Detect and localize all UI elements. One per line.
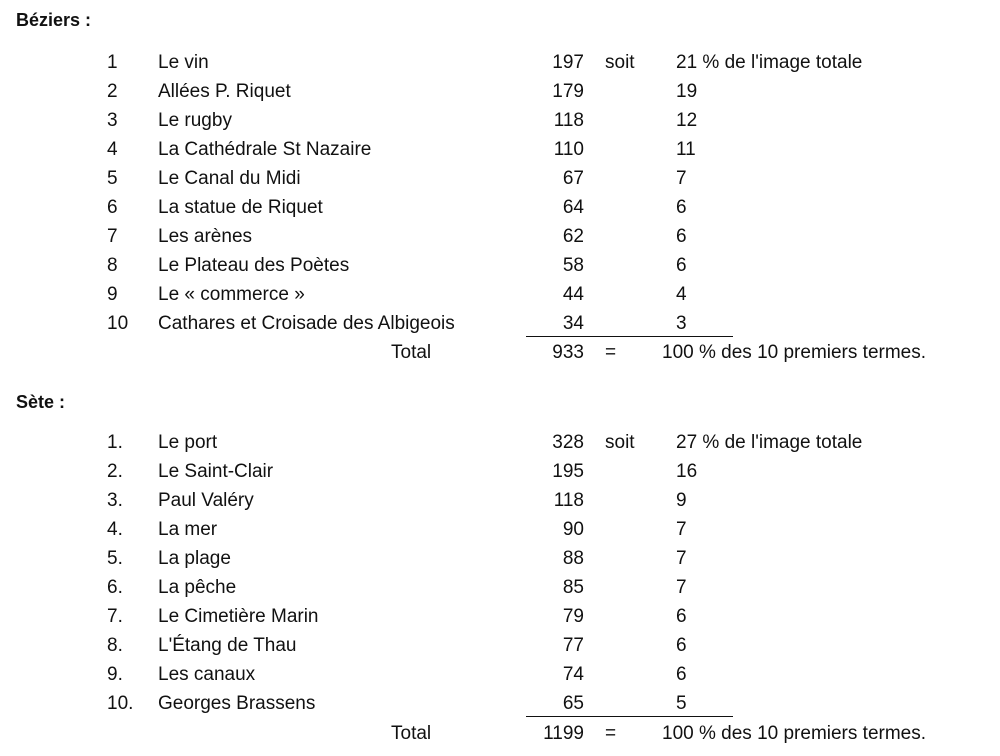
- term-label: Georges Brassens: [158, 693, 316, 714]
- term-label: Le port: [158, 432, 218, 453]
- table-row: [0, 604, 1000, 630]
- term-percent: 9: [676, 490, 687, 511]
- equals-sign: =: [605, 342, 617, 363]
- rank: 6: [107, 197, 118, 218]
- rank: 8.: [107, 635, 123, 656]
- term-label: Paul Valéry: [158, 490, 254, 511]
- table-row: [0, 195, 1000, 221]
- term-percent: 27 % de l'image totale: [676, 432, 863, 453]
- term-percent: 7: [676, 548, 687, 569]
- rank: 3: [107, 110, 118, 131]
- total-label: Total: [391, 723, 432, 744]
- section-title-beziers: Béziers :: [16, 10, 92, 30]
- total-percent: 100 % des 10 premiers termes.: [662, 342, 927, 363]
- term-percent: 6: [676, 664, 687, 685]
- total-row: [0, 721, 1000, 747]
- term-count: 118: [553, 490, 584, 511]
- table-row: [0, 662, 1000, 688]
- term-percent: 5: [676, 693, 687, 714]
- term-count: 67: [562, 168, 584, 189]
- term-percent: 6: [676, 606, 687, 627]
- rank: 6.: [107, 577, 123, 598]
- table-row: [0, 488, 1000, 514]
- section-title-sete: Sète :: [16, 392, 66, 412]
- rank: 9: [107, 284, 118, 305]
- term-count: 77: [562, 635, 584, 656]
- term-percent: 7: [676, 519, 687, 540]
- table-row: [0, 108, 1000, 134]
- rank: 2.: [107, 461, 123, 482]
- term-percent: 6: [676, 226, 687, 247]
- total-count: 1199: [543, 723, 584, 744]
- term-label: Le rugby: [158, 110, 232, 131]
- term-percent: 4: [676, 284, 687, 305]
- table-row: [0, 253, 1000, 279]
- total-percent: 100 % des 10 premiers termes.: [662, 723, 927, 744]
- table-row: [0, 575, 1000, 601]
- table-row: [0, 430, 1000, 456]
- term-percent: 11: [676, 139, 696, 160]
- term-percent: 6: [676, 255, 687, 276]
- rank: 10: [107, 313, 129, 334]
- rank: 1: [107, 52, 118, 73]
- term-percent: 7: [676, 168, 687, 189]
- term-percent: 16: [676, 461, 698, 482]
- total-row: [0, 340, 1000, 366]
- term-percent: 3: [676, 313, 687, 334]
- term-count: 85: [562, 577, 584, 598]
- table-row: [0, 633, 1000, 659]
- term-label: La mer: [158, 519, 218, 540]
- term-label: La plage: [158, 548, 231, 569]
- term-label: La Cathédrale St Nazaire: [158, 139, 372, 160]
- connector-soit: soit: [605, 432, 635, 453]
- term-count: 110: [553, 139, 584, 160]
- rank: 10.: [107, 693, 134, 714]
- term-percent: 7: [676, 577, 687, 598]
- term-label: La pêche: [158, 577, 237, 598]
- term-label: Le Saint-Clair: [158, 461, 274, 482]
- term-label: Cathares et Croisade des Albigeois: [158, 313, 455, 334]
- term-label: Les arènes: [158, 226, 253, 247]
- term-percent: 21 % de l'image totale: [676, 52, 863, 73]
- table-row: [0, 691, 1000, 717]
- rank: 5.: [107, 548, 123, 569]
- term-count: 118: [553, 110, 584, 131]
- sum-rule: [526, 716, 733, 717]
- term-label: Le vin: [158, 52, 209, 73]
- term-count: 44: [562, 284, 584, 305]
- term-count: 195: [552, 461, 584, 482]
- term-count: 328: [552, 432, 584, 453]
- term-count: 88: [562, 548, 584, 569]
- rank: 7.: [107, 606, 123, 627]
- table-row: [0, 282, 1000, 308]
- term-label: Le « commerce »: [158, 284, 305, 305]
- table-row: [0, 166, 1000, 192]
- term-percent: 12: [676, 110, 698, 131]
- term-count: 90: [562, 519, 584, 540]
- term-count: 62: [562, 226, 584, 247]
- rank: 7: [107, 226, 118, 247]
- term-count: 64: [562, 197, 584, 218]
- rank: 8: [107, 255, 118, 276]
- table-row: [0, 546, 1000, 572]
- rank: 3.: [107, 490, 123, 511]
- connector-soit: soit: [605, 52, 635, 73]
- term-count: 197: [552, 52, 584, 73]
- sum-rule: [526, 336, 733, 337]
- term-percent: 6: [676, 635, 687, 656]
- term-label: Le Plateau des Poètes: [158, 255, 350, 276]
- term-count: 65: [562, 693, 584, 714]
- term-label: Le Canal du Midi: [158, 168, 301, 189]
- table-row: [0, 224, 1000, 250]
- term-label: La statue de Riquet: [158, 197, 323, 218]
- rank: 9.: [107, 664, 123, 685]
- term-count: 34: [562, 313, 584, 334]
- table-row: [0, 137, 1000, 163]
- rank: 4: [107, 139, 118, 160]
- term-count: 79: [562, 606, 584, 627]
- rank: 2: [107, 81, 118, 102]
- term-percent: 19: [676, 81, 698, 102]
- term-count: 58: [562, 255, 584, 276]
- total-label: Total: [391, 342, 432, 363]
- term-count: 179: [552, 81, 584, 102]
- table-row: [0, 517, 1000, 543]
- term-percent: 6: [676, 197, 687, 218]
- term-label: Les canaux: [158, 664, 256, 685]
- total-count: 933: [552, 342, 584, 363]
- term-count: 74: [562, 664, 584, 685]
- table-row: [0, 50, 1000, 76]
- rank: 4.: [107, 519, 123, 540]
- equals-sign: =: [605, 723, 617, 744]
- table-row: [0, 79, 1000, 105]
- term-label: Allées P. Riquet: [158, 81, 291, 102]
- term-label: Le Cimetière Marin: [158, 606, 319, 627]
- rank: 1.: [107, 432, 123, 453]
- table-row: [0, 459, 1000, 485]
- term-label: L'Étang de Thau: [158, 635, 297, 656]
- table-row: [0, 311, 1000, 337]
- rank: 5: [107, 168, 118, 189]
